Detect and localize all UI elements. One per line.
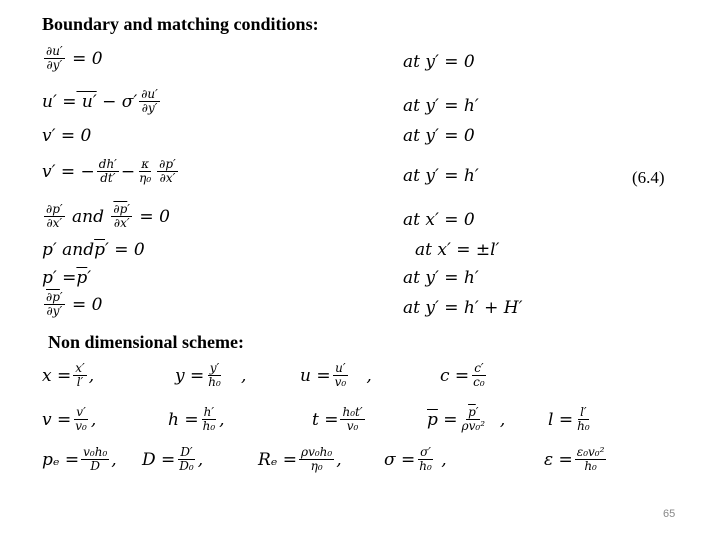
nondim-x: x = $\frac{x'}{l'}$ , xyxy=(42,361,95,389)
nondim-t: t = $\frac{\text{h₀t′}}{\text{v₀}}$ xyxy=(312,405,363,433)
boundary-cond-7: at y′ = h′ xyxy=(403,268,479,288)
nondim-v: v = $\frac{v'}{\text{v₀}}$ , xyxy=(42,405,97,433)
nondim-l: l = $\frac{l'}{\text{h₀}}$ xyxy=(548,405,590,433)
nondim-sigma: σ = $\frac{\sigma'}{\text{h₀}}$ , xyxy=(384,445,447,473)
nondim-pe: pₑ = $\frac{\text{v₀h₀}}{D}$ , xyxy=(42,445,117,473)
page-number: 65 xyxy=(663,508,676,520)
nondim-heading: Non dimensional scheme: xyxy=(48,332,245,352)
nondim-p: $\overline{p}$ = $\frac{\overline{p}'}{\text{ρv₀²}}$ , xyxy=(427,405,506,433)
boundary-eq-4: v′ = − $\frac{dh'}{dt'}$ − $\frac{\kappa}{\text{η₀}}$ $\frac{\partial p'}{\partial x'}$ xyxy=(42,157,176,185)
nondim-u: u = $\frac{u'}{\text{v₀}}$ , xyxy=(300,361,372,389)
boundary-cond-5: at x′ = 0 xyxy=(403,210,475,230)
boundary-eq-1: $\frac{\partial u'}{\partial y'}$ = 0 xyxy=(46,44,103,72)
equation-number: (6.4) xyxy=(632,168,665,187)
nondim-y: y = $\frac{y'}{\text{h₀}}$ , xyxy=(175,361,247,389)
boundary-eq-2: u′ = u′ − σ′ $\frac{\partial u'}{\partial y'}$ xyxy=(42,87,158,115)
boundary-eq-5: $\frac{\partial p'}{\partial x'}$ and $\frac{\partial p'}{\partial x'}$ = 0 xyxy=(46,202,170,230)
nondim-c: c = $\frac{c'}{\text{c₀}}$ xyxy=(440,361,485,389)
boundary-eq-6: p′ and $\overline{p}$ ′ = 0 xyxy=(42,240,145,260)
boundary-cond-4: at y′ = h′ xyxy=(403,166,479,186)
boundary-heading: Boundary and matching conditions: xyxy=(42,14,319,34)
nondim-re: Rₑ = $\frac{\text{ρv₀h₀}}{\text{η₀}}$ , xyxy=(258,445,342,473)
boundary-cond-1: at y′ = 0 xyxy=(403,52,475,72)
nondim-d: D = $\frac{D'}{\text{D₀}}$ , xyxy=(142,445,204,473)
boundary-cond-8: at y′ = h′ + H′ xyxy=(403,298,523,318)
boundary-cond-6: at x′ = ±l′ xyxy=(415,240,500,260)
nondim-epsilon: ε = $\frac{\text{ε₀v₀²}}{\text{h₀}}$ xyxy=(544,445,605,473)
nondim-h: h = $\frac{h'}{\text{h₀}}$ , xyxy=(168,405,225,433)
boundary-eq-3: v′ = 0 xyxy=(42,126,92,146)
boundary-eq-7: p′ = $\overline{p}$ ′ xyxy=(42,268,92,288)
boundary-eq-8: $\frac{\partial p'}{\partial y'}$ = 0 xyxy=(46,290,103,318)
boundary-cond-3: at y′ = 0 xyxy=(403,126,475,146)
boundary-cond-2: at y′ = h′ xyxy=(403,96,479,116)
